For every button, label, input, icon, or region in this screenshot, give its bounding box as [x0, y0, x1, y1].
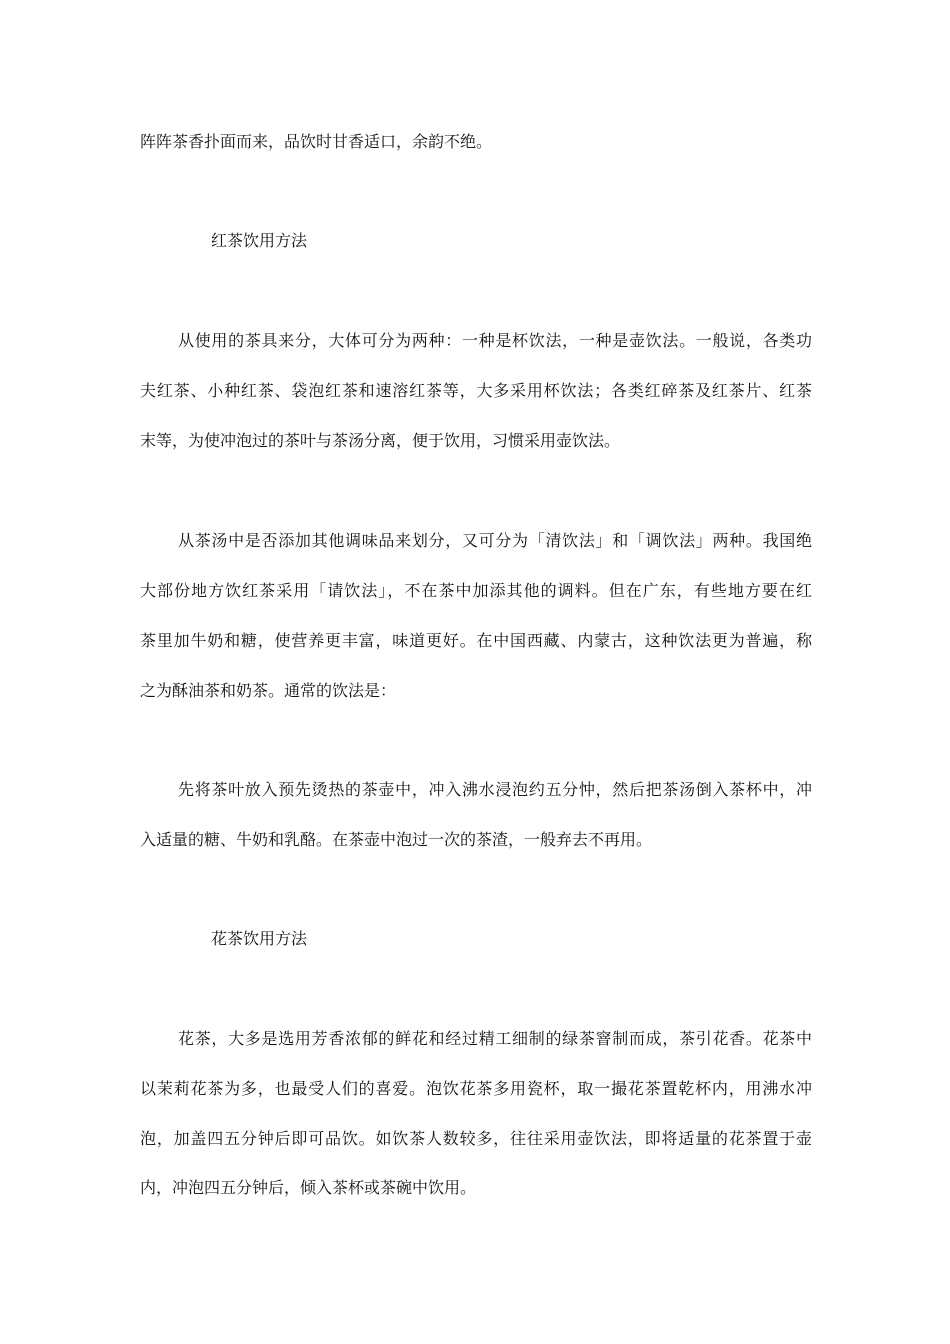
paragraph-line: 阵阵茶香扑面而来，品饮时甘香适口，余韵不绝。: [140, 132, 493, 151]
section-heading-black-tea: 红茶饮用方法: [211, 231, 308, 250]
paragraph-line: 从使用的茶具来分，大体可分为两种：一种是杯饮法，一种是壶饮法。一般说，各类功: [178, 331, 812, 350]
paragraph-line: 先将茶叶放入预先烫热的茶壶中，冲入沸水浸泡约五分忡，然后把茶汤倒入茶杯中，冲: [178, 780, 812, 799]
paragraph-line: 大部份地方饮红茶采用「请饮法」，不在茶中加添其他的调料。但在广东，有些地方要在红: [140, 581, 812, 600]
paragraph-line: 末等，为使冲泡过的茶叶与茶汤分离，便于饮用，习惯采用壶饮法。: [140, 431, 621, 450]
paragraph-line: 夫红茶、小种红茶、袋泡红茶和速溶红茶等，大多采用杯饮法；各类红碎茶及红茶片、红茶: [140, 381, 812, 400]
paragraph-line: 以茉莉花茶为多，也最受人们的喜爱。泡饮花茶多用瓷杯，取一撮花茶置乾杯内，用沸水冲: [140, 1079, 812, 1098]
paragraph-line: 内，冲泡四五分钟后，倾入茶杯或茶碗中饮用。: [140, 1178, 477, 1197]
paragraph-line: 泡，加盖四五分钟后即可品饮。如饮茶人数较多，往往采用壶饮法，即将适量的花茶置于壶: [140, 1129, 812, 1148]
paragraph-line: 茶里加牛奶和糖，使营养更丰富，味道更好。在中国西藏、内蒙古，这种饮法更为普遍，称: [140, 631, 812, 650]
paragraph-line: 入适量的糖、牛奶和乳酪。在茶壶中泡过一次的茶渣，一般弃去不再用。: [140, 830, 653, 849]
paragraph-line: 之为酥油茶和奶茶。通常的饮法是：: [140, 681, 397, 700]
section-heading-flower-tea: 花茶饮用方法: [211, 929, 308, 948]
paragraph-line: 花茶，大多是选用芳香浓郁的鲜花和经过精工细制的绿茶窨制而成，茶引花香。花茶中: [178, 1029, 812, 1048]
paragraph-line: 从茶汤中是否添加其他调味品来划分，又可分为「清饮法」和「调饮法」两种。我国绝: [178, 531, 812, 550]
